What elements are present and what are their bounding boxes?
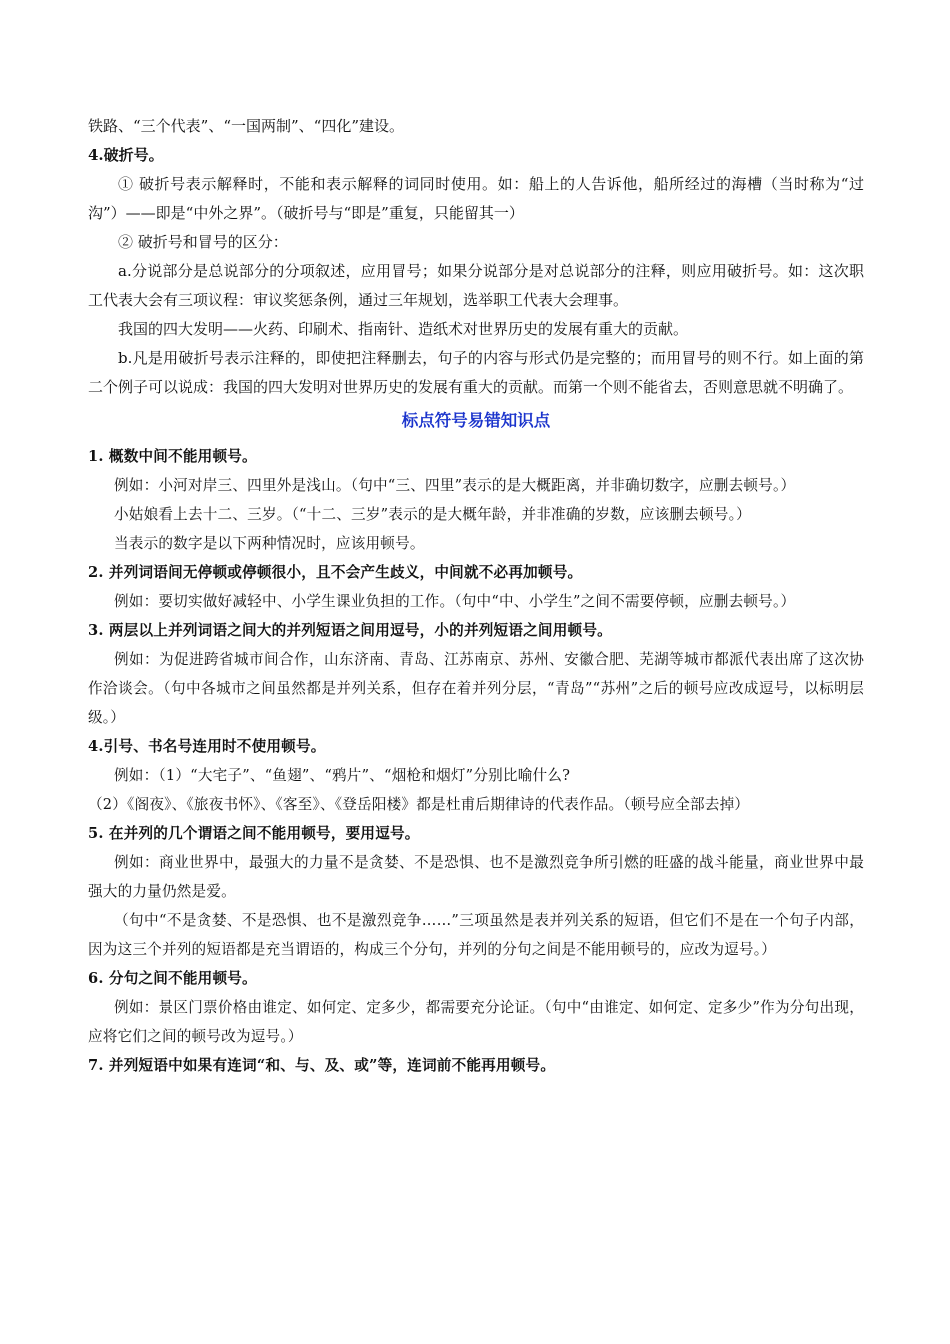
- dash-colon-b: b.凡是用破折号表示注释的，即使把注释删去，句子的内容与形式仍是完整的；而用冒号的则不行。如上面的第二个例子可以说成：我国的四大发明对世界历史的发展有重大的贡献。而第一个则不能省去，否则意思就不明确了。: [88, 349, 864, 396]
- point-5-example: 例如：商业世界中，最强大的力量不是贪婪、不是恐惧、也不是激烈竞争所引燃的旺盛的战斗能量，商业世界中最强大的力量仍然是爱。: [88, 854, 864, 900]
- point-1-example-2: 小姑娘看上去十二、三岁。（“十二、三岁”表示的是大概年龄，并非准确的岁数，应该删去顿号。）: [114, 506, 751, 523]
- point-1-heading: 1. 概数中间不能用顿号。: [88, 448, 257, 465]
- point-4-example-2: （2）《阁夜》、《旅夜书怀》、《客至》、《登岳阳楼》都是杜甫后期律诗的代表作品。（顿号应全部去掉）: [88, 796, 750, 813]
- point-6-heading: 6. 分句之间不能用顿号。: [88, 970, 257, 987]
- point-4-heading: 4.引号、书名号连用时不使用顿号。: [88, 738, 326, 755]
- point-2-example: 例如：要切实做好减轻中、小学生课业负担的工作。（句中“中、小学生”之间不需要停顿，应删去顿号。）: [114, 593, 796, 610]
- point-1-example-1: 例如：小河对岸三、四里外是浅山。（句中“三、四里”表示的是大概距离，并非确切数字，应删去顿号。）: [114, 477, 796, 494]
- point-1-note: 当表示的数字是以下两种情况时，应该用顿号。: [114, 535, 425, 552]
- dash-example-inventions: 我国的四大发明——火药、印刷术、指南针、造纸术对世界历史的发展有重大的贡献。: [118, 320, 689, 338]
- line-railway: 铁路、“三个代表”、“一国两制”、“四化”建设。: [88, 117, 405, 135]
- point-4-example-1: 例如：（1）“大宅子”、“鱼翅”、“鸦片”、“烟枪和烟灯”分别比喻什么?: [114, 767, 571, 784]
- point-5-heading: 5. 在并列的几个谓语之间不能用顿号，要用逗号。: [88, 825, 420, 842]
- point-3-example: 例如：为促进跨省城市间合作，山东济南、青岛、江苏南京、苏州、安徽合肥、芜湖等城市都派代表出席了这次协作洽谈会。（句中各城市之间虽然都是并列关系，但存在着并列分层，“青岛”“苏州”之后的顿号应改成逗号，以标明层级。）: [88, 651, 864, 726]
- point-6-example: 例如：景区门票价格由谁定、如何定、定多少，都需要充分论证。（句中“由谁定、如何定、定多少”作为分句出现，应将它们之间的顿号改为逗号。）: [88, 999, 864, 1045]
- point-7-heading: 7. 并列短语中如果有连词“和、与、及、或”等，连词前不能再用顿号。: [88, 1057, 556, 1074]
- dash-rule-2: ② 破折号和冒号的区分：: [118, 233, 288, 251]
- heading-dash: 4.破折号。: [88, 146, 164, 164]
- point-3-heading: 3. 两层以上并列词语之间大的并列短语之间用逗号，小的并列短语之间用顿号。: [88, 622, 612, 639]
- dash-rule-1: ① 破折号表示解释时，不能和表示解释的词同时使用。如：船上的人告诉他，船所经过的海槽（当时称为“过沟”）——即是“中外之界”。（破折号与“即是”重复，只能留其一）: [88, 175, 864, 222]
- dash-colon-a: a.分说部分是总说部分的分项叙述，应用冒号；如果分说部分是对总说部分的注释，则应用破折号。如：这次职工代表大会有三项议程：审议奖惩条例，通过三年规划，选举职工代表大会理事。: [88, 262, 864, 309]
- point-2-heading: 2. 并列词语间无停顿或停顿很小，且不会产生歧义，中间就不必再加顿号。: [88, 564, 583, 581]
- document-page: [88, 112, 864, 1080]
- section-title: 标点符号易错知识点: [401, 411, 551, 430]
- error-points-section: [88, 442, 864, 1080]
- point-5-explanation: （句中“不是贪婪、不是恐惧、也不是激烈竞争……”三项虽然是表并列关系的短语，但它们不是在一个句子内部，因为这三个并列的短语都是充当谓语的，构成三个分句，并列的分句之间是不能用顿号的，应改为逗号。）: [88, 912, 864, 958]
